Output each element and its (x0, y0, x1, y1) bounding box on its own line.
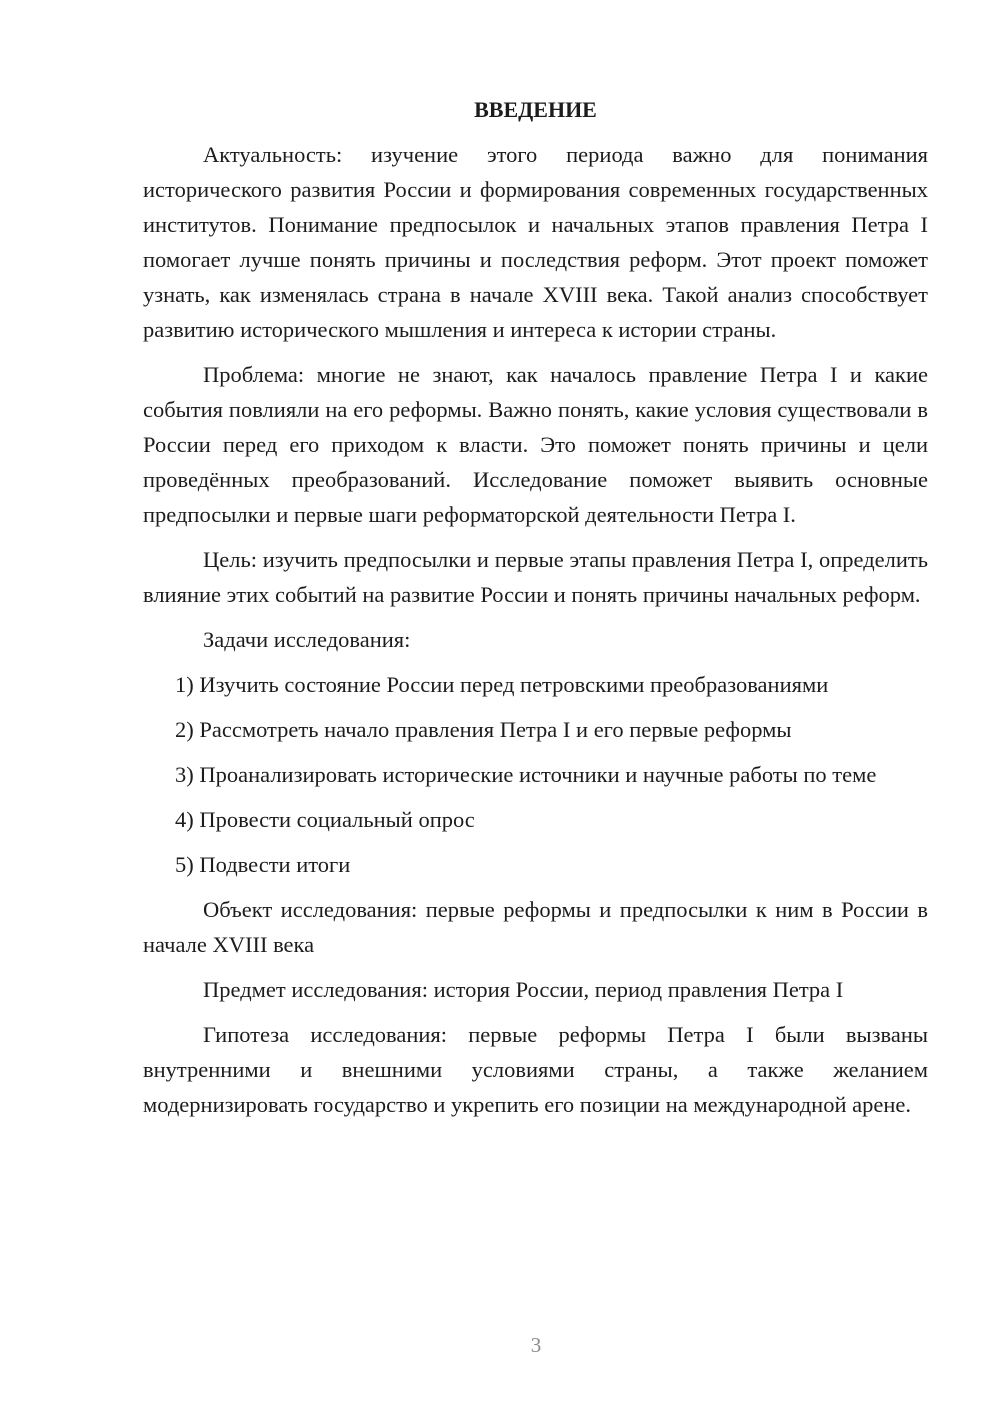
page-title: ВВЕДЕНИЕ (474, 97, 597, 122)
tasks-heading: Задачи исследования: (203, 627, 411, 652)
paragraph-hypothesis: Гипотеза исследования: первые реформы Петра I были вызваны внутренними и внешними условиями страны, а также желанием модернизировать государство и укрепить его позиции на международной арене. (143, 1022, 928, 1117)
paragraph-object: Объект исследования: первые реформы и предпосылки к ним в России в начале XVIII века (143, 897, 928, 957)
task-item-3: 3) Проанализировать исторические источники и научные работы по теме (175, 762, 877, 787)
page-number: 3 (530, 1333, 542, 1357)
paragraph-goal: Цель: изучить предпосылки и первые этапы правления Петра I, определить влияние этих событий на развитие России и понять причины начальных реформ. (143, 547, 928, 607)
paragraph-relevance: Актуальность: изучение этого периода важно для понимания исторического развития России и формирования современных государственных институтов. Понимание предпосылок и начальных этапов правления Петра I помогает лучше понять причины и последствия реформ. Этот проект поможет узнать, как изменялась страна в начале XVIII века. Такой анализ способствует развитию исторического мышления и интереса к истории страны. (143, 142, 928, 342)
paragraph-problem: Проблема: многие не знают, как началось правление Петра I и какие события повлияли на его реформы. Важно понять, какие условия существовали в России перед его приходом к власти. Это поможет понять причины и цели проведённых преобразований. Исследование поможет выявить основные предпосылки и первые шаги реформаторской деятельности Петра I. (143, 362, 928, 527)
task-item-2: 2) Рассмотреть начало правления Петра I и его первые реформы (175, 717, 792, 742)
paragraph-subject: Предмет исследования: история России, период правления Петра I (203, 977, 844, 1002)
document-page (143, 92, 928, 1132)
task-item-4: 4) Провести социальный опрос (175, 807, 475, 832)
task-item-5: 5) Подвести итоги (175, 852, 351, 877)
task-item-1: 1) Изучить состояние России перед петровскими преобразованиями (175, 672, 829, 697)
